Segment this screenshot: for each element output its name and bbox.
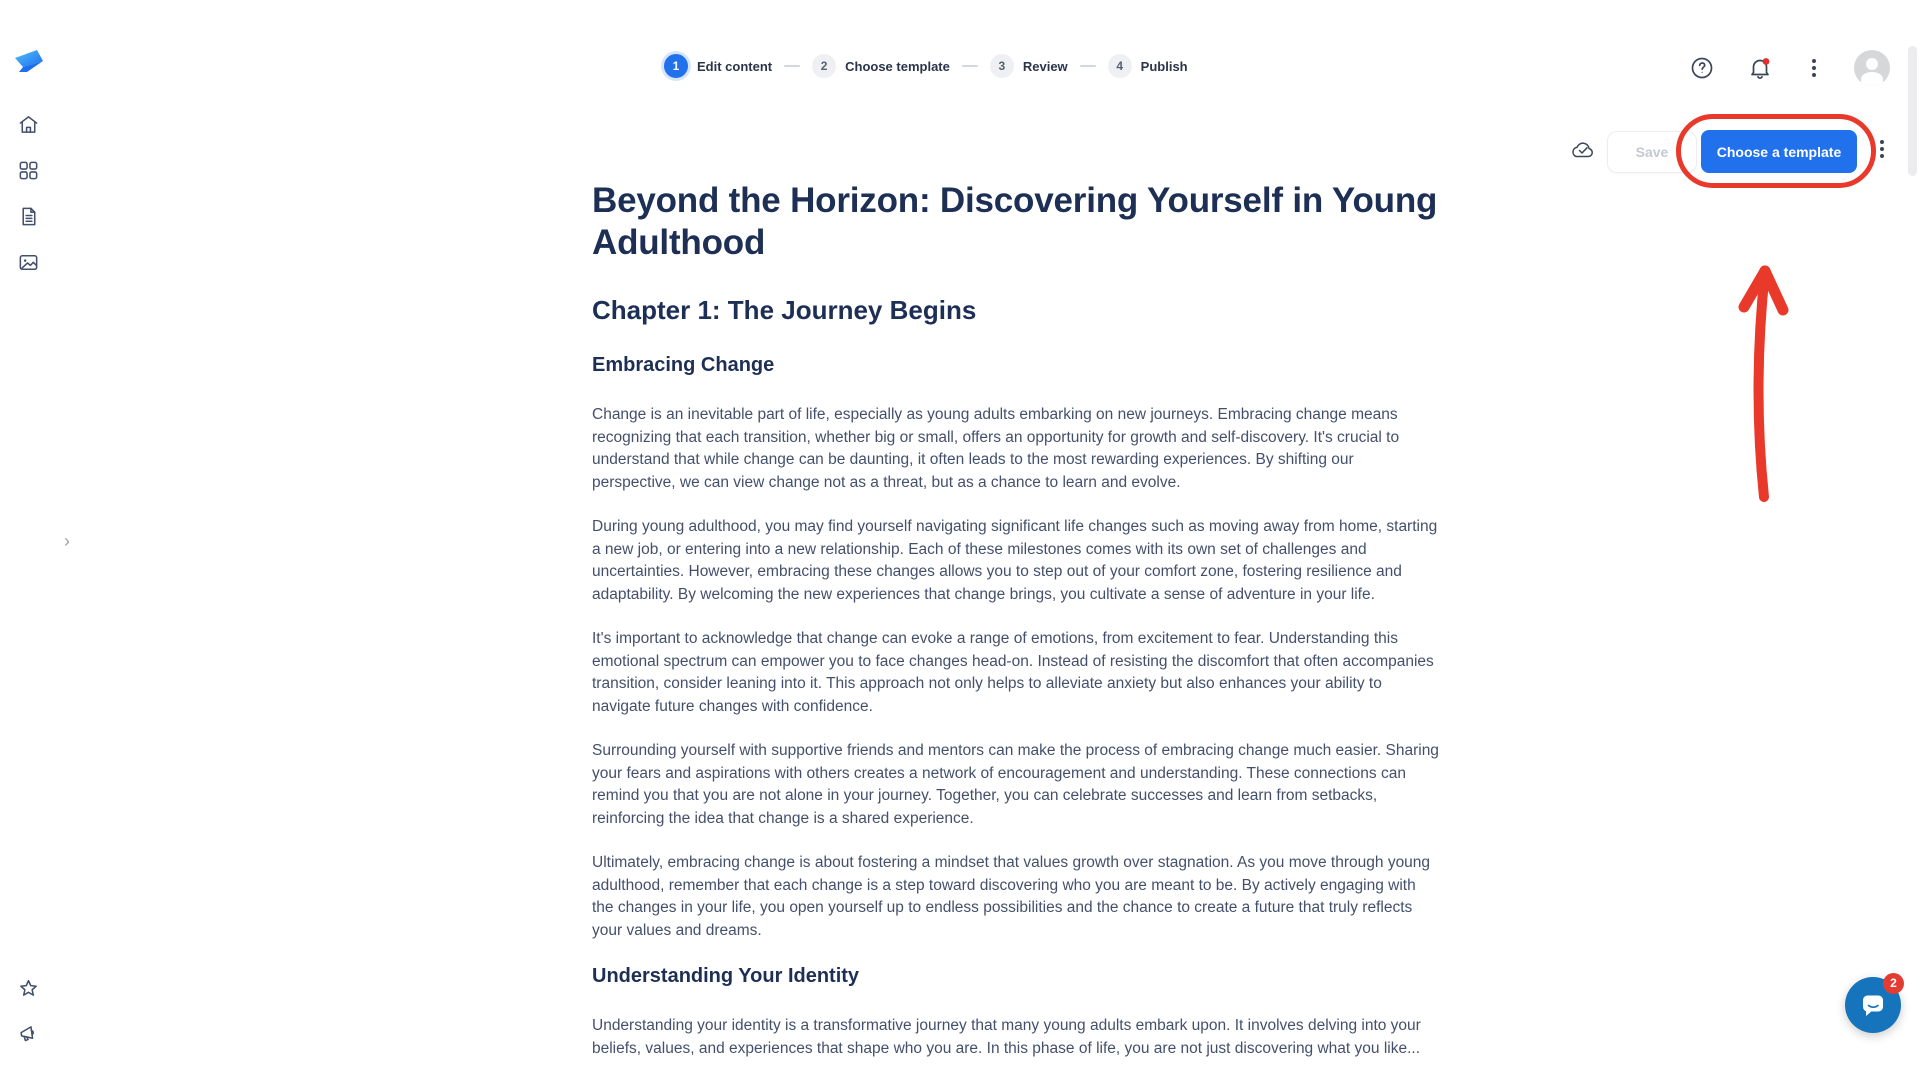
paragraph[interactable]: Change is an inevitable part of life, especially as young adults embarking on new journeys. Embracing change means recognizing that each transition, whether big or small, offers an opportunity for growth and self-discovery. It's crucial to understand that while change can be daunting, it often leads to the most rewarding experiences. By shifting our perspective, we can view change not as a threat, but as a chance to learn and evolve.: [592, 406, 1400, 491]
megaphone-icon[interactable]: [16, 1021, 41, 1046]
chat-launcher-button[interactable]: [1845, 977, 1901, 1033]
paragraph[interactable]: It's important to acknowledge that change can evoke a range of emotions, from excitement to fear. Understanding this emotional spectrum can empower you to face changes head-on. Instead of resisting the discomfort that often accompanies transition, consider leaning into it. This approach not only helps to alleviate anxiety but also enhances your ability to navigate future changes with confidence.: [592, 630, 1434, 715]
stepper-connector: [1080, 65, 1096, 67]
step-label: Publish: [1140, 58, 1188, 74]
paragraph[interactable]: Understanding your identity is a transformative journey that many young adults embark upon. It involves delving into your beliefs, values, and experiences that shape who you are. In this phase of life, you are not just discovering what you like...: [592, 1017, 1421, 1057]
document-title[interactable]: Beyond the Horizon: Discovering Yourself in Young Adulthood: [592, 181, 1438, 262]
notifications-bell-icon[interactable]: [1746, 54, 1774, 82]
sidebar-expand-chevron-icon[interactable]: ›: [64, 531, 70, 551]
step-number: 2: [812, 54, 836, 78]
star-favorites-icon[interactable]: [16, 976, 41, 1001]
stepper-connector: [962, 65, 978, 67]
step-number: 1: [664, 54, 688, 78]
step-label: Review: [1022, 58, 1068, 74]
cloud-saved-icon: [1568, 136, 1598, 166]
help-icon[interactable]: [1688, 54, 1716, 82]
step-label: Edit content: [697, 58, 773, 74]
step-label: Choose template: [845, 58, 950, 74]
sidebar-nav: [0, 112, 56, 275]
progress-stepper: [664, 54, 1188, 78]
document-icon[interactable]: [16, 204, 41, 229]
stepper-connector: [784, 65, 800, 67]
header-overflow-menu-icon[interactable]: [1804, 55, 1824, 81]
paragraph[interactable]: During young adulthood, you may find yourself navigating significant life changes such as moving away from home, starting a new job, or entering into a new relationship. Each of these milestones comes with its own set of challenges and uncertainties. However, embracing these changes allows you to step out of your comfort zone, fostering resilience and adaptability. By welcoming the new experiences that change brings, you cultivate a sense of adventure in your life.: [592, 518, 1438, 603]
paragraph[interactable]: Ultimately, embracing change is about fostering a mindset that values growth over stagnation. As you move through young adulthood, remember that each change is a step toward discovering who you are meant to be. By actively engaging with the changes in your life, you open yourself up to endless possibilities and the chance to create a future that truly reflects your values and dreams.: [592, 854, 1431, 939]
user-avatar[interactable]: [1854, 50, 1890, 86]
step-edit-content[interactable]: [664, 54, 772, 78]
chat-bubble-icon: [1858, 990, 1888, 1020]
section-heading[interactable]: Embracing Change: [592, 354, 775, 376]
step-review[interactable]: [990, 54, 1068, 78]
step-choose-template[interactable]: [812, 54, 950, 78]
chat-unread-badge: 2: [1883, 973, 1904, 994]
paragraph[interactable]: Surrounding yourself with supportive friends and mentors can make the process of embracing change much easier. Sharing your fears and aspirations with others creates a network of encouragement and understanding. These connections can remind you that you are not alone in your journey. Together, you can celebrate successes and learn from setbacks, reinforcing the idea that change is a shared experience.: [592, 742, 1439, 827]
document-overflow-menu-icon[interactable]: [1872, 136, 1892, 162]
app-logo-icon[interactable]: [13, 48, 45, 74]
step-number: 4: [1108, 54, 1132, 78]
step-number: 3: [990, 54, 1014, 78]
page-scrollbar[interactable]: [1908, 46, 1917, 176]
choose-template-button[interactable]: Choose a template: [1701, 130, 1857, 173]
save-button[interactable]: Save: [1607, 131, 1697, 173]
sidebar-bottom-nav: [0, 976, 56, 1046]
apps-grid-icon[interactable]: [16, 158, 41, 183]
sidebar: [0, 0, 56, 1080]
step-publish[interactable]: [1108, 54, 1188, 78]
chapter-heading[interactable]: Chapter 1: The Journey Begins: [592, 295, 977, 325]
red-arrow-annotation: [1728, 255, 1808, 510]
section-heading[interactable]: Understanding Your Identity: [592, 965, 860, 987]
header-actions: [1688, 50, 1890, 86]
document-editor[interactable]: [592, 180, 1440, 1080]
home-icon[interactable]: [16, 112, 41, 137]
image-icon[interactable]: [16, 250, 41, 275]
